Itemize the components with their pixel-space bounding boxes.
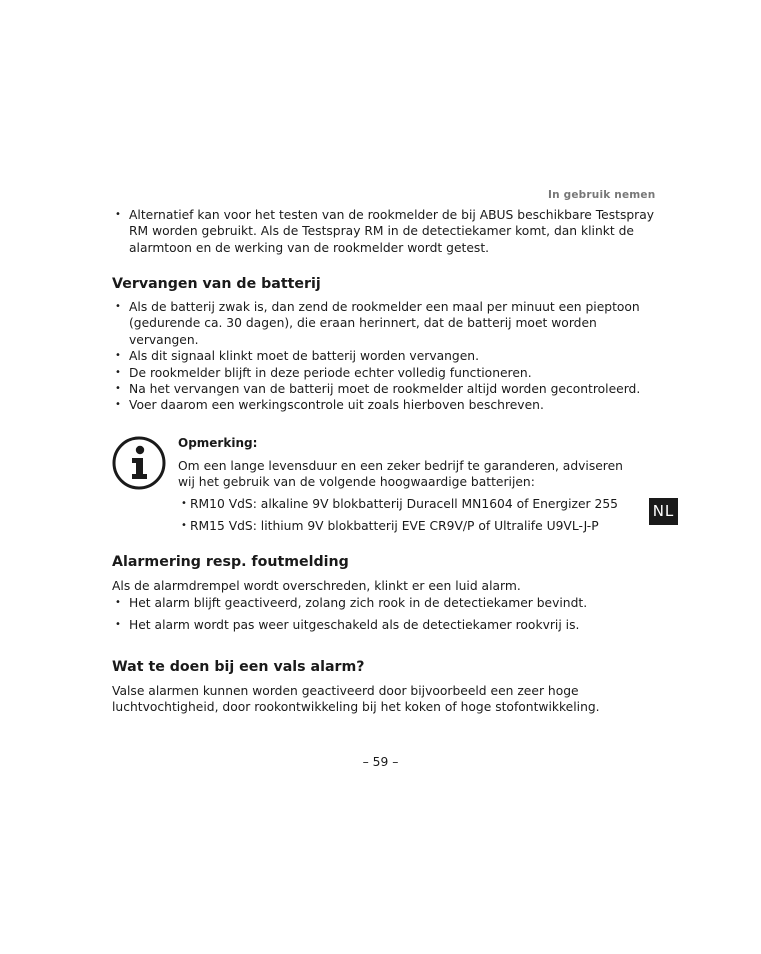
language-badge: NL [649,498,678,525]
alarm-text: Als de alarmdrempel wordt overschreden, klinkt er een luid alarm. [112,579,521,593]
note-text: Om een lange levensduur en een zeker bedrijf te garanderen, adviseren wij het gebruik van de volgende hoogwaardige batterijen: [178,459,623,490]
info-icon [112,436,166,490]
false-alarm-text: Valse alarmen kunnen worden geactiveerd door bijvoorbeeld een zeer hoge luchtvochtigheid, door rookontwikkeling bij het koken of hoge stofontwikkeling. [112,684,600,715]
list-item: • RM15 VdS: lithium 9V blokbatterij EVE CR9V/P of Ultralife U9VL-J-P [178,518,643,534]
page-number: – 59 – [362,755,399,769]
section-title-battery: Vervangen van de batterij [112,276,321,292]
list-item: • Als de batterij zwak is, dan zend de rookmelder een maal per minuut een pieptoon (gedurende ca. 30 dagen), die eraan herinnert, dat de batterij moet worden vervangen. [112,299,657,348]
battery-bullet-list [112,299,657,414]
list-item: • Het alarm wordt pas weer uitgeschakeld als de detectiekamer rookvrij is. [112,617,657,633]
running-header: In gebruik nemen [548,189,656,201]
note-battery-list [178,496,643,535]
alarm-bullet-list [112,595,657,634]
note-title: Opmerking: [178,436,258,450]
list-item: • RM10 VdS: alkaline 9V blokbatterij Duracell MN1604 of Energizer 255 [178,496,643,512]
list-item: • Na het vervangen van de batterij moet de rookmelder altijd worden gecontroleerd. [112,381,657,397]
list-item: • Alternatief kan voor het testen van de rookmelder de bij ABUS beschikbare Testspray RM worden gebruikt. Als de Testspray RM in de detectiekamer komt, dan klinkt de alarmtoon en de werking van de rookmelder wordt getest. [112,207,657,256]
section-title-false-alarm: Wat te doen bij een vals alarm? [112,659,365,675]
list-item: • Voer daarom een werkingscontrole uit zoals hierboven beschreven. [112,397,657,413]
intro-bullet-list [112,207,657,256]
list-item: • De rookmelder blijft in deze periode echter volledig functioneren. [112,365,657,381]
list-item: • Het alarm blijft geactiveerd, zolang zich rook in de detectiekamer bevindt. [112,595,657,611]
list-item: • Als dit signaal klinkt moet de batterij worden vervangen. [112,348,657,364]
section-title-alarm: Alarmering resp. foutmelding [112,554,349,570]
